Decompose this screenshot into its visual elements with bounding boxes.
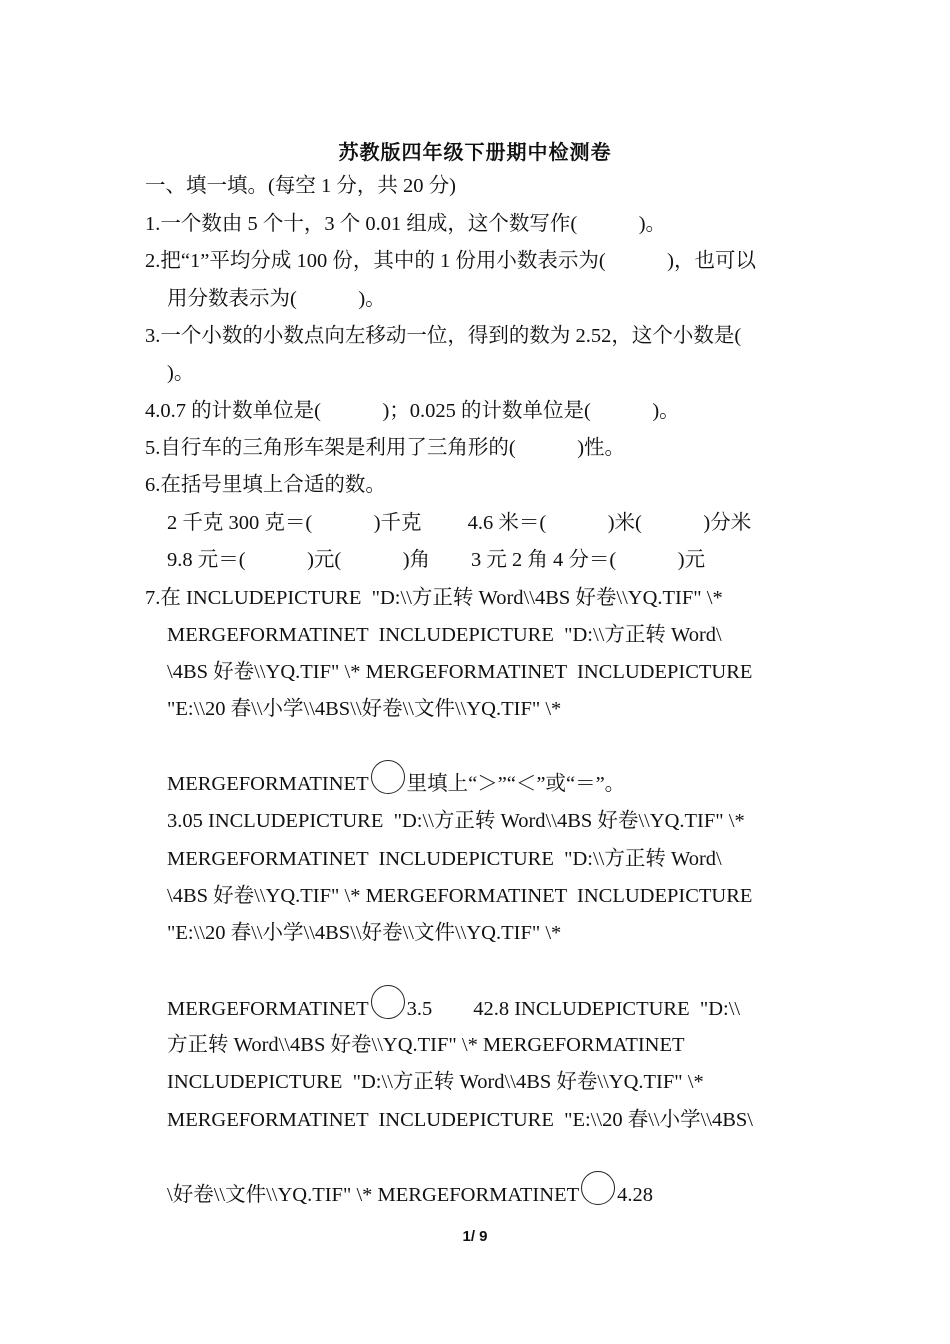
section-heading: 一、填一填。(每空 1 分，共 20 分) bbox=[145, 175, 456, 197]
question-4: 4.0.7 的计数单位是( )；0.025 的计数单位是( )。 bbox=[145, 400, 680, 422]
problem-2-line-1: 方正转 Word\\4BS 好卷\\YQ.TIF" \* MERGEFORMATINET bbox=[167, 1034, 685, 1056]
page-title: 苏教版四年级下册期中检测卷 bbox=[338, 140, 612, 164]
field-code-text: \好卷\\文件\\YQ.TIF" \* MERGEFORMATINET bbox=[167, 1184, 580, 1206]
question-6-row-2: 9.8 元＝( )元( )角 3 元 2 角 4 分＝( )元 bbox=[167, 549, 706, 571]
question-6-row-1: 2 千克 300 克＝( )千克 4.6 米＝( )米( )分米 bbox=[167, 512, 752, 534]
field-code-text: MERGEFORMATINET bbox=[167, 998, 369, 1020]
problem-1-line-2: MERGEFORMATINET INCLUDEPICTURE "D:\\方正转 Word\ bbox=[167, 848, 722, 870]
problem-2-line-4 bbox=[167, 1171, 653, 1209]
problem-2-tail: 4.28 bbox=[617, 1184, 653, 1206]
field-code-text: MERGEFORMATINET bbox=[167, 773, 369, 795]
problem-2-line-2: INCLUDEPICTURE "D:\\方正转 Word\\4BS 好卷\\YQ.TIF" \* bbox=[167, 1071, 704, 1093]
answer-circle bbox=[371, 760, 405, 794]
problem-2-line-3: MERGEFORMATINET INCLUDEPICTURE "E:\\20 春\\小学\\4BS\ bbox=[167, 1109, 754, 1131]
question-7-instruction: 里填上“＞”“＜”或“＝”。 bbox=[406, 773, 626, 795]
question-7-line-5 bbox=[167, 760, 625, 798]
answer-circle bbox=[581, 1171, 615, 1205]
question-5: 5.自行车的三角形车架是利用了三角形的( )性。 bbox=[145, 437, 626, 459]
question-7-line-2: MERGEFORMATINET INCLUDEPICTURE "D:\\方正转 Word\ bbox=[167, 624, 722, 646]
question-6: 6.在括号里填上合适的数。 bbox=[145, 474, 386, 496]
question-3-line-2: )。 bbox=[167, 362, 195, 384]
problem-1-line-4: "E:\\20 春\\小学\\4BS\\好卷\\文件\\YQ.TIF" \* bbox=[167, 922, 562, 944]
answer-circle bbox=[371, 985, 405, 1019]
question-3-line-1: 3.一个小数的小数点向左移动一位，得到的数为 2.52，这个小数是( bbox=[145, 325, 742, 347]
question-7-line-4: "E:\\20 春\\小学\\4BS\\好卷\\文件\\YQ.TIF" \* bbox=[167, 698, 562, 720]
problem-1-line-3: \4BS 好卷\\YQ.TIF" \* MERGEFORMATINET INCLUDEPICTURE bbox=[167, 885, 753, 907]
question-7-line-3: \4BS 好卷\\YQ.TIF" \* MERGEFORMATINET INCLUDEPICTURE bbox=[167, 661, 753, 683]
question-7-line-1: 7.在 INCLUDEPICTURE "D:\\方正转 Word\\4BS 好卷\\YQ.TIF" \* bbox=[145, 587, 723, 609]
page-number: 1/ 9 bbox=[462, 1228, 488, 1245]
question-1: 1.一个数由 5 个十，3 个 0.01 组成，这个数写作( )。 bbox=[145, 213, 667, 235]
question-2-line-2: 用分数表示为( )。 bbox=[167, 288, 386, 310]
problem-1-line-5 bbox=[167, 985, 740, 1023]
question-2-line-1: 2.把“1”平均分成 100 份，其中的 1 份用小数表示为( )，也可以 bbox=[145, 250, 756, 272]
problem-1-line-1: 3.05 INCLUDEPICTURE "D:\\方正转 Word\\4BS 好卷\\YQ.TIF" \* bbox=[167, 810, 745, 832]
problem-1-tail: 3.5 42.8 INCLUDEPICTURE "D:\\ bbox=[406, 998, 741, 1020]
